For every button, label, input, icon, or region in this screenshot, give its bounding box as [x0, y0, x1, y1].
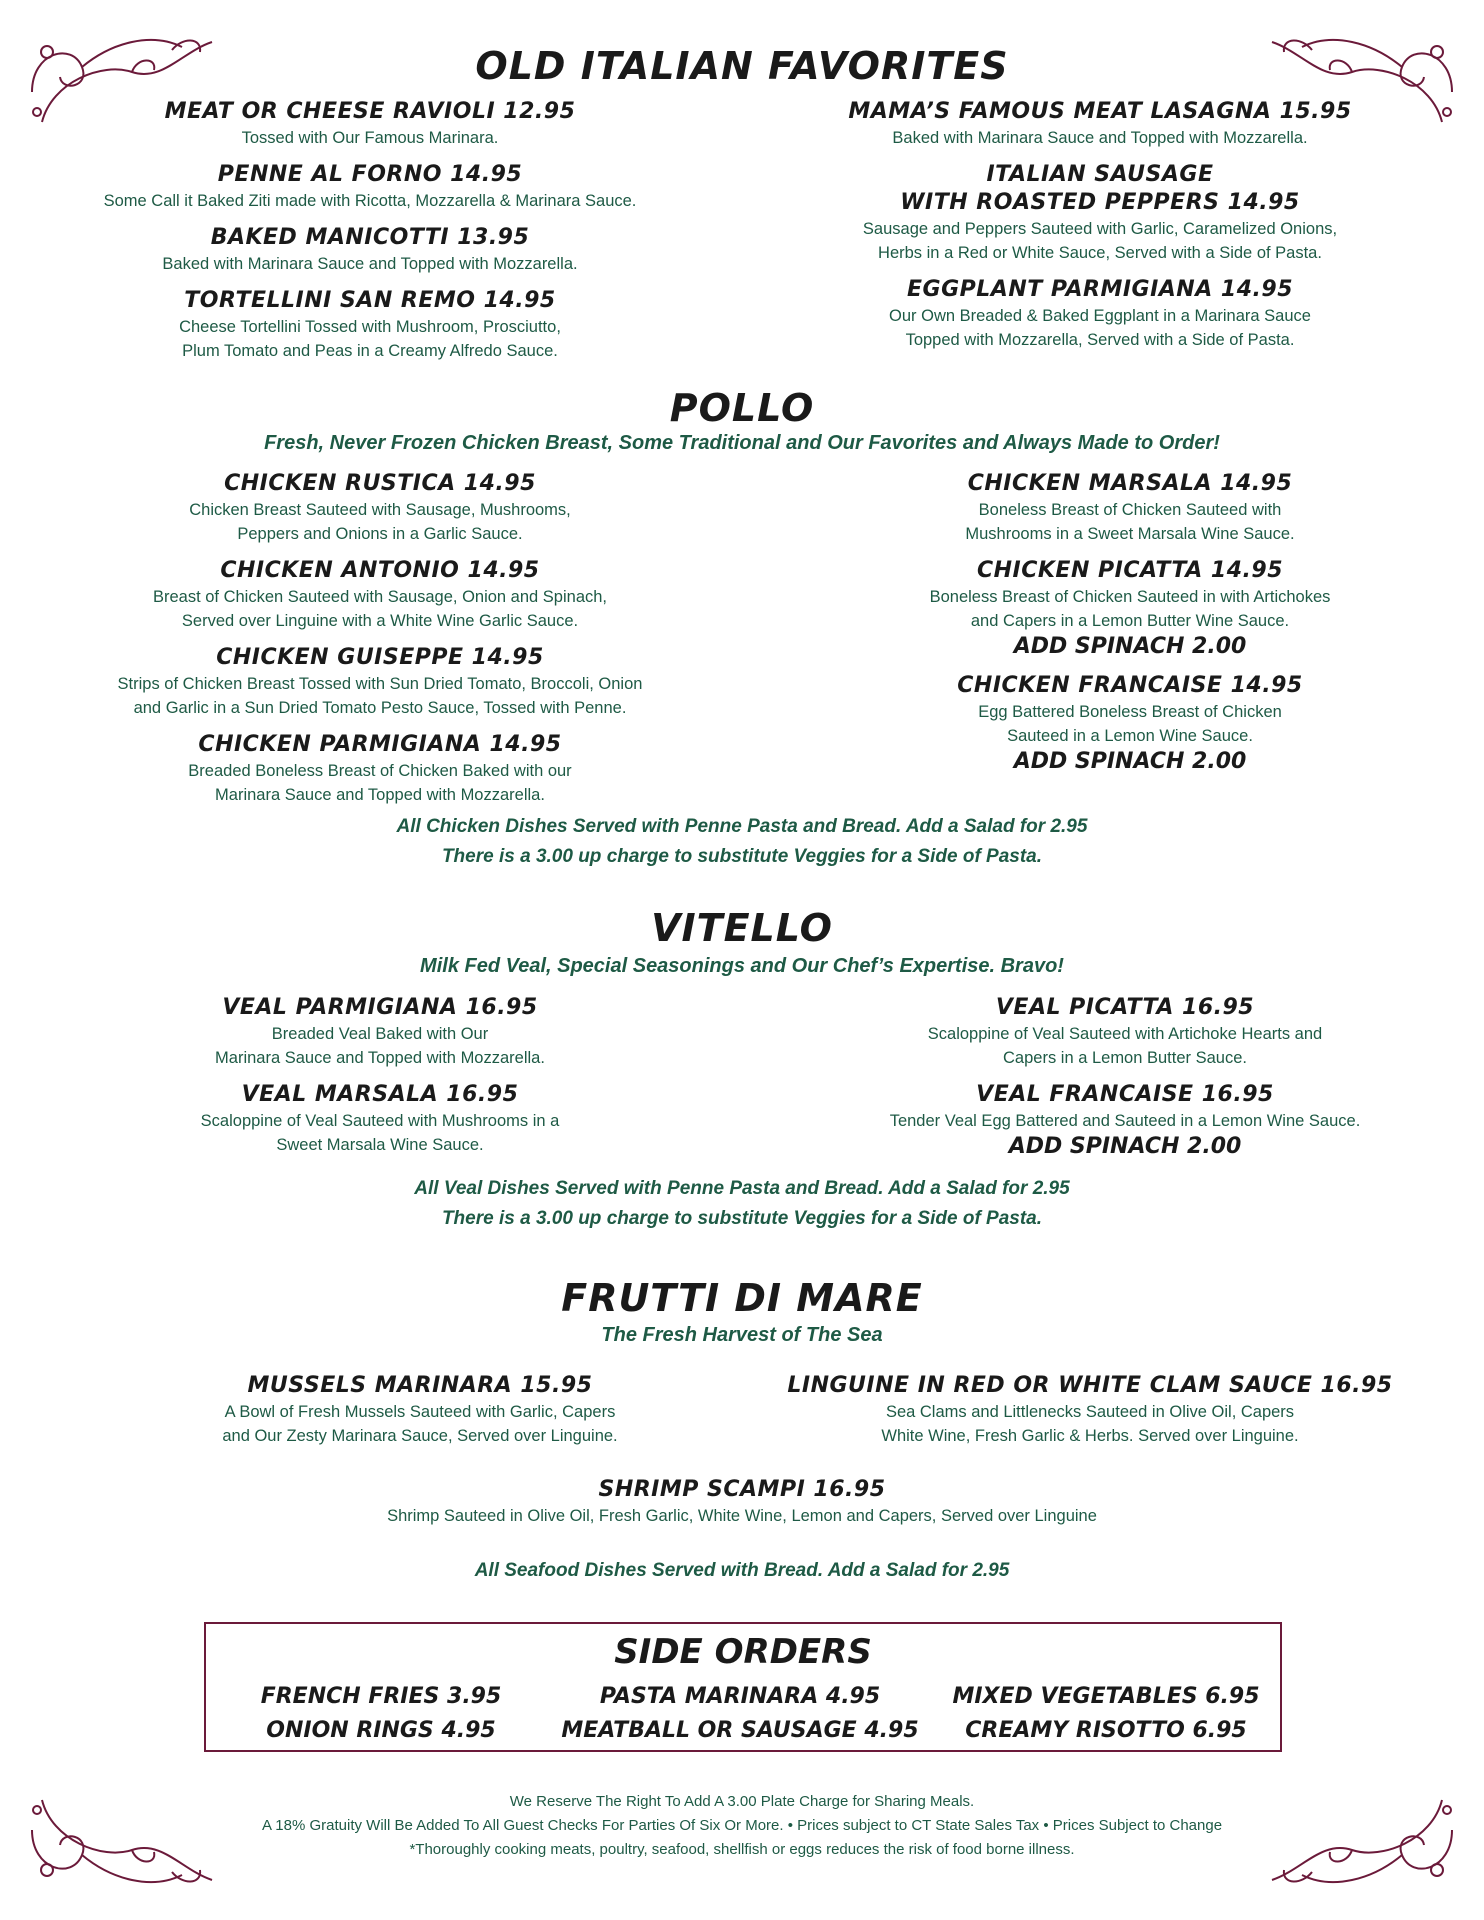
item-name: MEAT OR CHEESE RAVIOLI 12.95: [164, 99, 576, 124]
item-desc: Egg Battered Boneless Breast of Chicken: [978, 703, 1282, 721]
frutti-right-column: [780, 1372, 1400, 1459]
menu-item: [90, 731, 670, 807]
frutti-left-column: [150, 1372, 690, 1459]
menu-item: [860, 557, 1400, 661]
item-name: CHICKEN FRANCAISE 14.95: [957, 673, 1303, 698]
footer-disclaimer: [0, 1790, 1484, 1862]
item-desc: Served over Linguine with a White Wine Garlic Sauce.: [181, 612, 579, 630]
side-item: MIXED VEGETABLES 6.95: [952, 1684, 1260, 1709]
item-desc: Boneless Breast of Chicken Sauteed in with Artichokes: [929, 588, 1331, 606]
old-italian-title: OLD ITALIAN FAVORITES: [475, 44, 1009, 88]
vitello-tagline: Milk Fed Veal, Special Seasonings and Our Chef’s Expertise. Bravo!: [420, 955, 1064, 977]
item-desc: Shrimp Sauteed in Olive Oil, Fresh Garlic, White Wine, Lemon and Capers, Served over Linguine: [387, 1507, 1097, 1525]
item-name: CHICKEN GUISEPPE 14.95: [216, 645, 544, 670]
item-name: CHICKEN PICATTA 14.95: [977, 558, 1283, 583]
item-desc: Marinara Sauce and Topped with Mozzarella.: [215, 786, 545, 804]
item-name: ITALIAN SAUSAGE: [986, 162, 1214, 187]
side-item: FRENCH FRIES 3.95: [260, 1684, 502, 1709]
vitello-left-column: [110, 994, 650, 1168]
item-desc: Breaded Veal Baked with Our: [271, 1025, 489, 1043]
item-desc: Sweet Marsala Wine Sauce.: [276, 1136, 484, 1154]
pollo-note-2: There is a 3.00 up charge to substitute Veggies for a Side of Pasta.: [441, 846, 1043, 867]
item-desc: Scaloppine of Veal Sauteed with Artichoke Hearts and: [927, 1025, 1323, 1043]
item-desc: Baked with Marinara Sauce and Topped with Mozzarella.: [162, 255, 578, 273]
menu-item: [90, 98, 650, 150]
menu-item: [110, 1081, 650, 1157]
item-name: VEAL PICATTA 16.95: [995, 995, 1255, 1020]
side-item: MEATBALL OR SAUSAGE 4.95: [561, 1718, 919, 1743]
menu-item: [820, 98, 1380, 150]
item-name: VEAL FRANCAISE 16.95: [976, 1082, 1274, 1107]
item-name: CHICKEN MARSALA 14.95: [967, 471, 1293, 496]
menu-item: [110, 994, 650, 1070]
add-spinach-option: ADD SPINACH 2.00: [1013, 749, 1247, 774]
frutti-tagline: The Fresh Harvest of The Sea: [601, 1324, 883, 1346]
frutti-note: All Seafood Dishes Served with Bread. Add a Salad for 2.95: [474, 1560, 1010, 1581]
menu-item: [820, 276, 1380, 352]
side-orders-column-3: [946, 1680, 1266, 1748]
menu-item: [840, 1081, 1410, 1161]
item-name-line2: WITH ROASTED PEPPERS 14.95: [900, 190, 1300, 215]
item-desc: Sea Clams and Littlenecks Sauteed in Olive Oil, Capers: [885, 1403, 1295, 1421]
item-desc: Topped with Mozzarella, Served with a Side of Pasta.: [905, 331, 1295, 349]
pollo-tagline: Fresh, Never Frozen Chicken Breast, Some Traditional and Our Favorites and Always Made to Order!: [264, 432, 1220, 454]
item-name: LINGUINE IN RED OR WHITE CLAM SAUCE 16.95: [787, 1373, 1393, 1398]
side-item: ONION RINGS 4.95: [266, 1718, 496, 1743]
item-desc: Sauteed in a Lemon Wine Sauce.: [1007, 727, 1253, 745]
menu-item: [90, 224, 650, 276]
item-desc: Capers in a Lemon Butter Sauce.: [1003, 1049, 1247, 1067]
vitello-note-1: All Veal Dishes Served with Penne Pasta and Bread. Add a Salad for 2.95: [414, 1178, 1070, 1199]
menu-item: [90, 470, 670, 546]
menu-item: [150, 1372, 690, 1448]
side-orders-box: [204, 1622, 1282, 1752]
menu-item: [840, 994, 1410, 1070]
side-orders-column-1: [226, 1680, 536, 1748]
pollo-note-1: All Chicken Dishes Served with Penne Pasta and Bread. Add a Salad for 2.95: [396, 816, 1088, 837]
item-desc: A Bowl of Fresh Mussels Sauteed with Garlic, Capers: [224, 1403, 616, 1421]
item-desc: Herbs in a Red or White Sauce, Served with a Side of Pasta.: [878, 244, 1322, 262]
item-name: MAMA’S FAMOUS MEAT LASAGNA 15.95: [848, 99, 1352, 124]
item-name: BAKED MANICOTTI 13.95: [210, 225, 530, 250]
item-desc: Strips of Chicken Breast Tossed with Sun Dried Tomato, Broccoli, Onion: [117, 675, 643, 693]
item-desc: Tossed with Our Famous Marinara.: [241, 129, 499, 147]
item-desc: Our Own Breaded & Baked Eggplant in a Marinara Sauce: [889, 307, 1311, 325]
add-spinach-option: ADD SPINACH 2.00: [1008, 1134, 1242, 1159]
item-name: CHICKEN PARMIGIANA 14.95: [198, 732, 562, 757]
item-desc: Peppers and Onions in a Garlic Sauce.: [237, 525, 523, 543]
item-name: MUSSELS MARINARA 15.95: [247, 1373, 593, 1398]
add-spinach-option: ADD SPINACH 2.00: [1013, 634, 1247, 659]
old-italian-left-column: [90, 98, 650, 374]
menu-item: [90, 557, 670, 633]
menu-item: [820, 161, 1380, 265]
item-desc: Marinara Sauce and Topped with Mozzarella.: [215, 1049, 545, 1067]
item-desc: Cheese Tortellini Tossed with Mushroom, Prosciutto,: [179, 318, 561, 336]
item-desc: Chicken Breast Sauteed with Sausage, Mushrooms,: [189, 501, 571, 519]
footer-line: *Thoroughly cooking meats, poultry, seafood, shellfish or eggs reduces the risk of food borne illness.: [409, 1841, 1075, 1858]
pollo-title: POLLO: [669, 386, 815, 430]
item-name: VEAL MARSALA 16.95: [241, 1082, 519, 1107]
item-desc: Tender Veal Egg Battered and Sauteed in a Lemon Wine Sauce.: [889, 1112, 1361, 1130]
vitello-title: VITELLO: [651, 906, 833, 950]
side-item: CREAMY RISOTTO 6.95: [965, 1718, 1247, 1743]
item-name: VEAL PARMIGIANA 16.95: [222, 995, 538, 1020]
item-desc: and Capers in a Lemon Butter Wine Sauce.: [970, 612, 1290, 630]
item-name: TORTELLINI SAN REMO 14.95: [184, 288, 556, 313]
item-desc: Scaloppine of Veal Sauteed with Mushrooms in a: [200, 1112, 560, 1130]
frutti-title: FRUTTI DI MARE: [561, 1276, 923, 1320]
item-desc: and Garlic in a Sun Dried Tomato Pesto Sauce, Tossed with Penne.: [133, 699, 627, 717]
vitello-right-column: [840, 994, 1410, 1172]
item-desc: Plum Tomato and Peas in a Creamy Alfredo Sauce.: [182, 342, 558, 360]
item-desc: Baked with Marinara Sauce and Topped with Mozzarella.: [892, 129, 1308, 147]
old-italian-right-column: [820, 98, 1380, 363]
item-desc: Some Call it Baked Ziti made with Ricotta, Mozzarella & Marinara Sauce.: [103, 192, 637, 210]
item-name: CHICKEN ANTONIO 14.95: [220, 558, 540, 583]
pollo-right-column: [860, 470, 1400, 787]
item-desc: Breaded Boneless Breast of Chicken Baked with our: [188, 762, 572, 780]
footer-line: A 18% Gratuity Will Be Added To All Guest Checks For Parties Of Six Or More. • Prices subject to CT State Sales Tax • Prices Subject to Change: [261, 1817, 1223, 1834]
item-name: SHRIMP SCAMPI 16.95: [598, 1477, 886, 1502]
frutti-center-column: [242, 1476, 1242, 1539]
item-name: PENNE AL FORNO 14.95: [217, 162, 523, 187]
menu-item: [90, 644, 670, 720]
item-name: EGGPLANT PARMIGIANA 14.95: [907, 277, 1293, 302]
side-orders-column-2: [540, 1680, 940, 1748]
item-desc: Breast of Chicken Sauteed with Sausage, Onion and Spinach,: [152, 588, 608, 606]
item-desc: Boneless Breast of Chicken Sauteed with: [978, 501, 1282, 519]
menu-item: [90, 161, 650, 213]
vitello-note-2: There is a 3.00 up charge to substitute Veggies for a Side of Pasta.: [441, 1208, 1043, 1229]
menu-item: [242, 1476, 1242, 1528]
side-orders-title: SIDE ORDERS: [614, 1632, 872, 1672]
menu-item: [860, 672, 1400, 776]
item-name: CHICKEN RUSTICA 14.95: [224, 471, 536, 496]
menu-item: [90, 287, 650, 363]
menu-item: [860, 470, 1400, 546]
item-desc: and Our Zesty Marinara Sauce, Served over Linguine.: [222, 1427, 618, 1445]
side-item: PASTA MARINARA 4.95: [599, 1684, 881, 1709]
item-desc: White Wine, Fresh Garlic & Herbs. Served over Linguine.: [881, 1427, 1299, 1445]
footer-line: We Reserve The Right To Add A 3.00 Plate Charge for Sharing Meals.: [509, 1793, 975, 1810]
item-desc: Mushrooms in a Sweet Marsala Wine Sauce.: [965, 525, 1295, 543]
item-desc: Sausage and Peppers Sauteed with Garlic, Caramelized Onions,: [862, 220, 1338, 238]
menu-item: [780, 1372, 1400, 1448]
pollo-left-column: [90, 470, 670, 818]
